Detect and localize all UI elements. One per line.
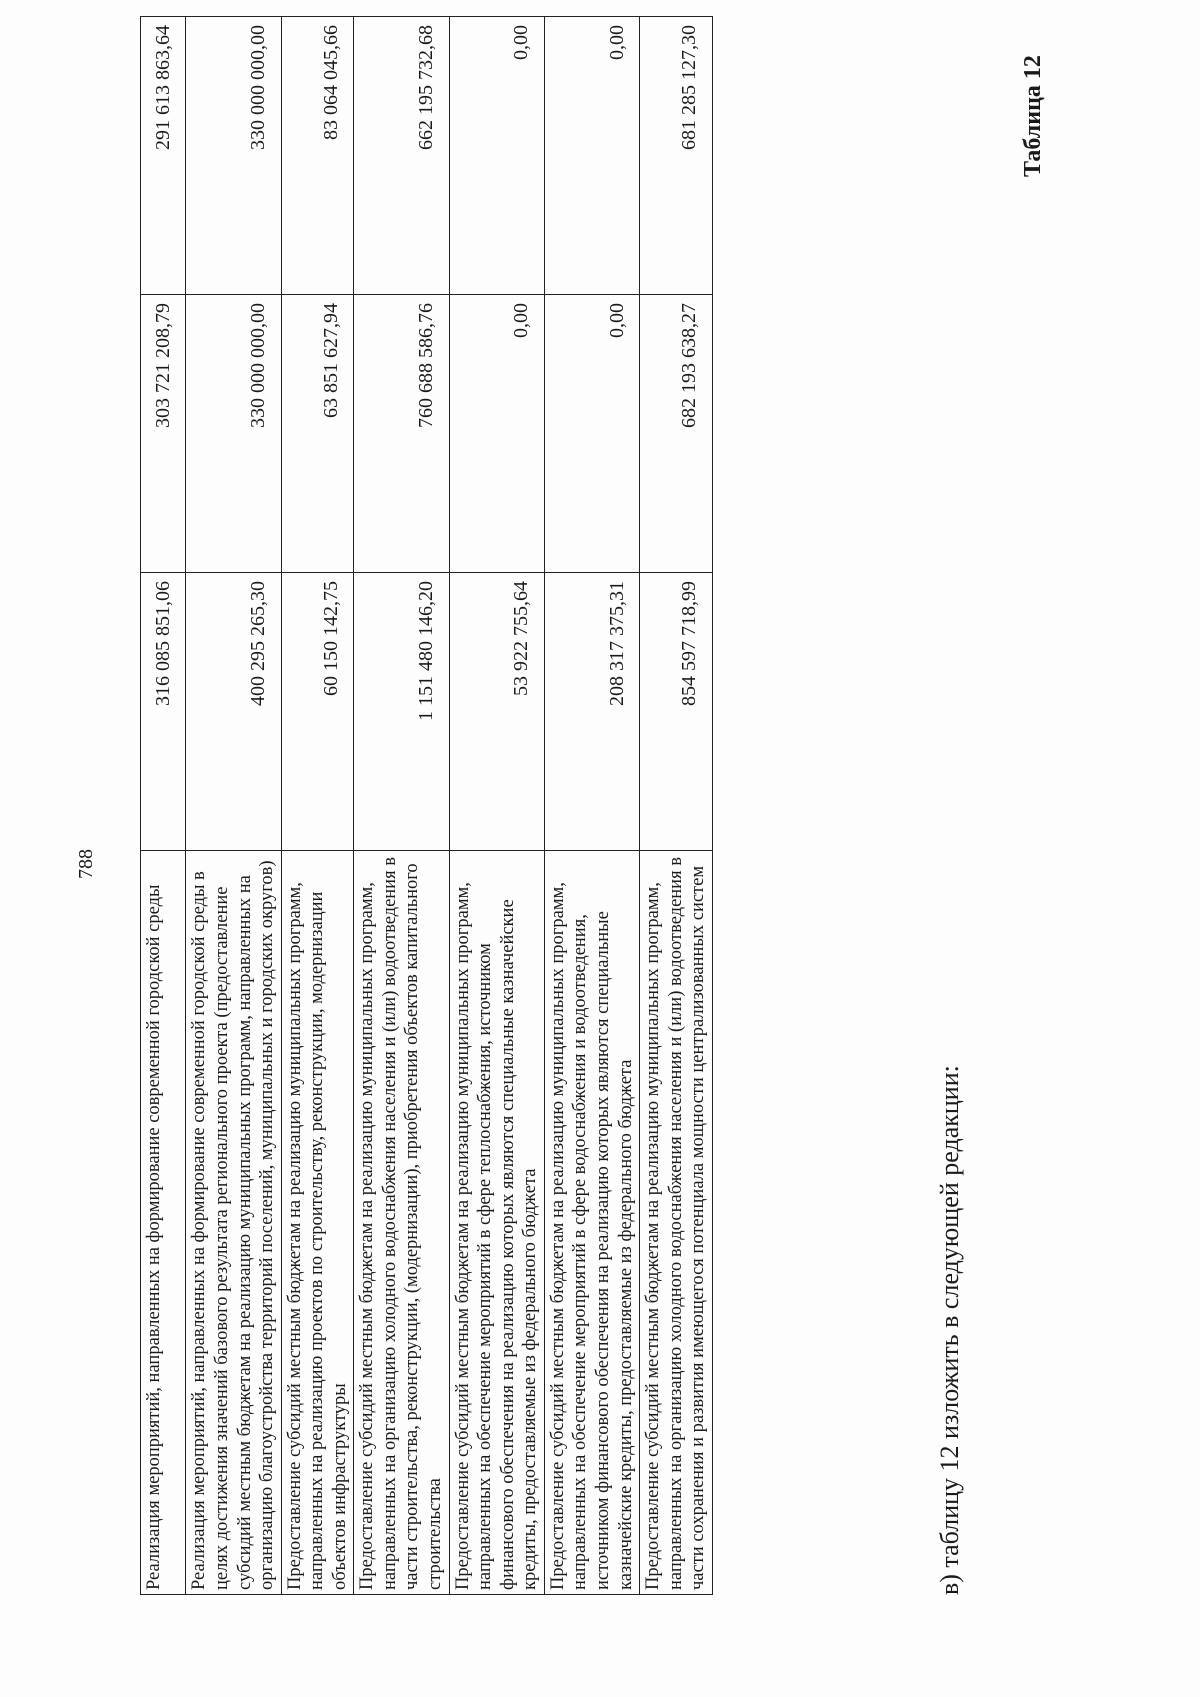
value-cell: 330 000 000,00 [186, 295, 281, 573]
table-row [449, 17, 544, 1595]
amendment-instruction: в) таблицу 12 изложить в следующей редакции: [935, 1065, 964, 1595]
row-description: Реализация мероприятий, направленных на формирование современной городской среды в целях достижения значений базового результата регионального проекта (предоставление субсидий местным бюджетам на реализацию муниципальных программ, направленных на организацию благоустройства территорий поселений, муниципальных и городских округов) [186, 851, 281, 1595]
value-cell: 760 688 586,76 [354, 295, 449, 573]
value-cell: 0,00 [544, 295, 639, 573]
value-cell: 208 317 375,31 [544, 573, 639, 851]
value-cell: 303 721 208,79 [141, 295, 186, 573]
value-cell: 83 064 045,66 [281, 17, 354, 295]
value-cell: 291 613 863,64 [141, 17, 186, 295]
value-cell: 316 085 851,06 [141, 573, 186, 851]
row-description: Реализация мероприятий, направленных на формирование современной городской среды [141, 851, 186, 1595]
table-row [186, 17, 281, 1595]
value-cell: 330 000 000,00 [186, 17, 281, 295]
row-description: Предоставление субсидий местным бюджетам на реализацию муниципальных программ, направленных на обеспечение мероприятий в сфере теплоснабжения, источником финансового обеспечения на реализацию которых являются специальные казначейские кредиты, предоставляемые из федерального бюджета [449, 851, 544, 1595]
table-row [354, 17, 449, 1595]
row-description: Предоставление субсидий местным бюджетам на реализацию муниципальных программ, направленных на обеспечение мероприятий в сфере водоснабжения и водоотведения, источником финансового обеспечения на реализацию которых являются специальные казначейские кредиты, предоставляемые из федерального бюджета [544, 851, 639, 1595]
value-cell: 0,00 [449, 17, 544, 295]
value-cell: 854 597 718,99 [640, 573, 713, 851]
value-cell: 1 151 480 146,20 [354, 573, 449, 851]
table-row [141, 17, 186, 1595]
value-cell: 681 285 127,30 [640, 17, 713, 295]
value-cell: 60 150 142,75 [281, 573, 354, 851]
budget-table [140, 16, 713, 1595]
value-cell: 662 195 732,68 [354, 17, 449, 295]
row-description: Предоставление субсидий местным бюджетам на реализацию муниципальных программ, направленных на реализацию проектов по строительству, реконструкции, модернизации объектов инфраструктуры [281, 851, 354, 1595]
table-row [544, 17, 639, 1595]
row-description: Предоставление субсидий местным бюджетам на реализацию муниципальных программ, направленных на организацию холодного водоснабжения населения и (или) водоотведения в части строительства, реконструкции, (модернизации), приобретения объектов капитального строительства [354, 851, 449, 1595]
table-row [640, 17, 713, 1595]
value-cell: 63 851 627,94 [281, 295, 354, 573]
value-cell: 400 295 265,30 [186, 573, 281, 851]
page-number: 788 [75, 849, 97, 879]
value-cell: 682 193 638,27 [640, 295, 713, 573]
value-cell: 53 922 755,64 [449, 573, 544, 851]
value-cell: 0,00 [544, 17, 639, 295]
value-cell: 0,00 [449, 295, 544, 573]
table-label: Таблица 12 [1020, 55, 1046, 177]
row-description: Предоставление субсидий местным бюджетам на реализацию муниципальных программ, направленных на организацию холодного водоснабжения населения и (или) водоотведения в части сохранения и развития имеющегося потенциала мощности централизованных систем [640, 851, 713, 1595]
table-row [281, 17, 354, 1595]
